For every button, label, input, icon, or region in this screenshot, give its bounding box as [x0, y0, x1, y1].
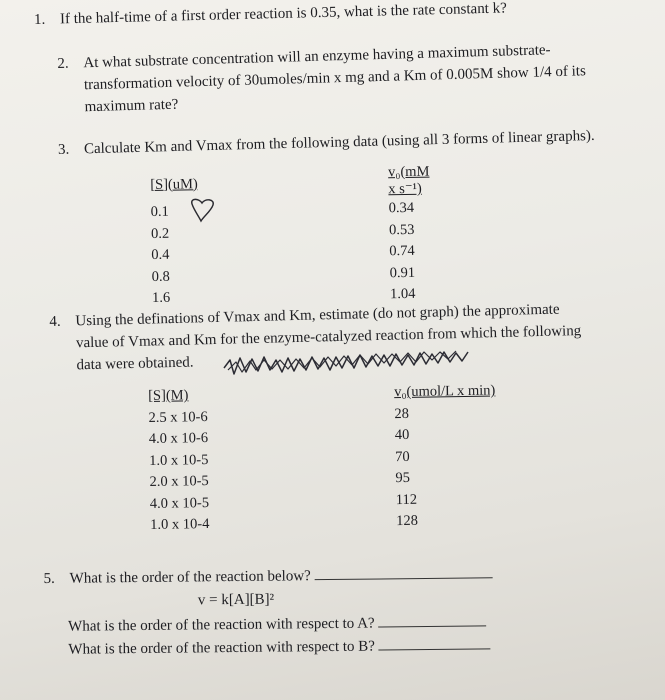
table-row [150, 509, 530, 536]
substrate-cell: 2.5 x 10-6 [148, 408, 208, 426]
scribble-redaction [220, 350, 480, 380]
question-5 [44, 562, 645, 660]
question-1 [34, 0, 634, 30]
velocity-cell: 70 [395, 448, 410, 465]
question-4-data-table [148, 380, 530, 536]
question-1-text: If the half-time of a first order reaction is 0.35, what is the rate constant k? [59, 0, 507, 28]
bleed-through-marks [612, 152, 662, 170]
answer-blank-order-a[interactable] [378, 611, 486, 627]
substrate-cell: 0.8 [151, 268, 170, 285]
velocity-cell: 28 [394, 405, 410, 422]
substrate-cell: 1.0 x 10-5 [149, 451, 209, 469]
velocity-cell: 0.34 [388, 200, 415, 217]
question-3-number: 3. [57, 141, 70, 158]
question-3 [58, 124, 658, 160]
velocity-header: v₀(umol/L x min) [394, 382, 496, 401]
question-2-line-3: maximum rate? [84, 96, 179, 116]
velocity-cell: 95 [395, 470, 411, 487]
question-3-data-table [150, 164, 432, 310]
substrate-header: [S](M) [148, 387, 189, 405]
substrate-cell: 1.6 [151, 289, 171, 307]
question-5-number: 5. [43, 570, 55, 588]
substrate-cell: 4.0 x 10-5 [149, 494, 210, 512]
velocity-cell: 0.53 [388, 221, 415, 239]
question-4-line-1: Using the definations of Vmax and Km, estimate (do not graph) the approximate [75, 301, 560, 330]
substrate-cell: 2.0 x 10-5 [149, 473, 209, 491]
question-4-line-2: value of Vmax and Km for the enzyme-catalyzed reaction from which the following [75, 323, 582, 352]
substrate-cell: 0.2 [150, 225, 170, 242]
velocity-cell: 0.91 [389, 264, 416, 281]
question-3-text: Calculate Km and Vmax from the following data (using all 3 forms of linear graphs). [83, 127, 595, 158]
question-2 [57, 37, 659, 118]
answer-blank-order-b[interactable] [379, 634, 491, 650]
velocity-cell: 40 [394, 427, 410, 444]
question-4-number: 4. [49, 313, 61, 331]
substrate-cell: 1.0 x 10-4 [150, 516, 210, 534]
rate-equation: v = k[A][B]² [197, 591, 275, 609]
heart-doodle-icon [188, 196, 218, 224]
velocity-cell: 1.04 [389, 286, 416, 303]
question-2-number: 2. [57, 55, 69, 73]
question-5-line-2: What is the order of the reaction with respect to A? [68, 615, 375, 635]
question-1-number: 1. [33, 11, 46, 28]
velocity-cell: 128 [396, 513, 419, 530]
question-5-line-1: What is the order of the reaction below? [69, 568, 311, 587]
substrate-cell: 0.1 [150, 203, 169, 221]
velocity-header: v₀(mM x s⁻¹) [387, 163, 430, 198]
velocity-cell: 112 [395, 491, 418, 508]
question-2-line-2: transformation velocity of 30umoles/min x mg and a Km of 0.005M show 1/4 of its [83, 63, 587, 94]
question-2-line-1: At what substrate concentration will an enzyme having a maximum substrate- [83, 42, 551, 72]
question-4-line-3: data were obtained. [76, 354, 194, 374]
question-5-line-3: What is the order of the reaction with respect to B? [68, 638, 376, 658]
substrate-cell: 4.0 x 10-6 [148, 430, 209, 448]
substrate-header: [S](uM) [150, 175, 198, 193]
substrate-cell: 0.4 [151, 246, 170, 264]
answer-blank-order[interactable] [314, 563, 492, 580]
velocity-cell: 0.74 [389, 243, 415, 260]
